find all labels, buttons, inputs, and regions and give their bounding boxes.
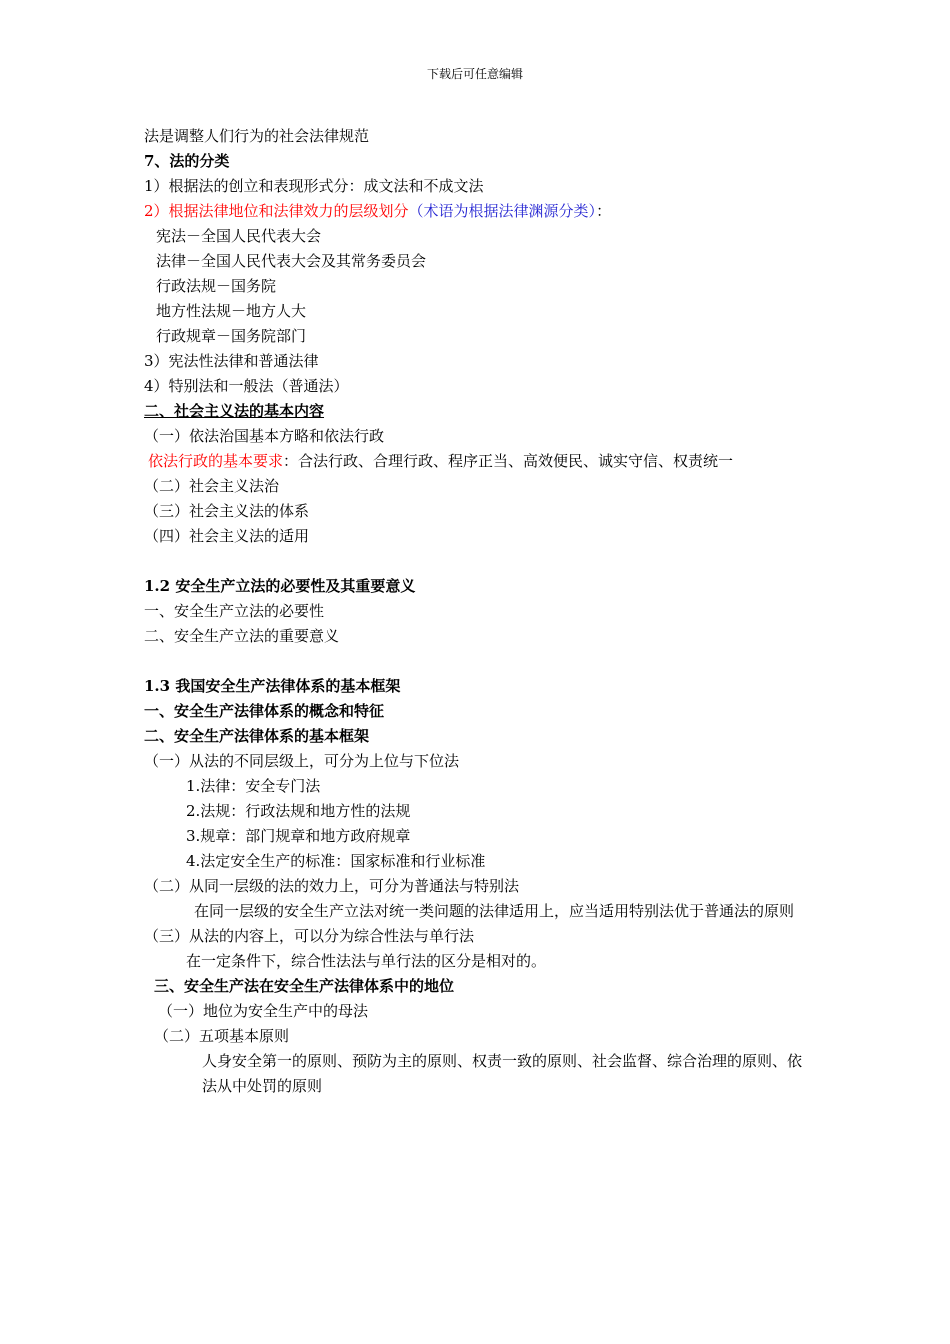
paragraph: 人身安全第一的原则、预防为主的原则、权责一致的原则、社会监督、综合治理的原则、依法从中处罚的原则 [202, 1052, 803, 1095]
paragraph: 法是调整人们行为的社会法律规范 [144, 127, 370, 145]
text: ：合法行政、合理行政、程序正当、高效便民、诚实守信、权责统一 [283, 452, 734, 470]
colon: ： [596, 202, 612, 220]
list-item: （三）从法的内容上，可以分为综合性法与单行法 [144, 927, 475, 945]
red-text: 2）根据法律地位和法律效力的层级划分 [144, 202, 409, 220]
section-heading: 二、社会主义法的基本内容 [144, 402, 325, 420]
section-heading: 1.2 安全生产立法的必要性及其重要意义 [144, 577, 416, 595]
list-item: （一）从法的不同层级上，可分为上位与下位法 [144, 752, 460, 770]
red-text: 依法行政的基本要求 [148, 452, 284, 470]
list-item: （一）依法治国基本方略和依法行政 [144, 427, 385, 445]
blank-line [144, 549, 814, 574]
blue-note: （术语为根据法律渊源分类） [408, 202, 597, 220]
paragraph: 在一定条件下，综合性法法与单行法的区分是相对的。 [186, 952, 547, 970]
list-item: （二）从同一层级的法的效力上，可分为普通法与特别法 [144, 877, 520, 895]
list-item: 3.规章：部门规章和地方政府规章 [186, 827, 411, 845]
list-item: （二）社会主义法治 [144, 477, 280, 495]
list-item: 二、安全生产立法的重要意义 [144, 627, 340, 645]
list-item: 宪法－全国人民代表大会 [156, 227, 322, 245]
list-item: （二）五项基本原则 [154, 1027, 290, 1045]
list-item: （一）地位为安全生产中的母法 [158, 1002, 369, 1020]
blank-line [144, 649, 814, 674]
list-item: 法律－全国人民代表大会及其常务委员会 [156, 252, 427, 270]
section-heading: 三、安全生产法在安全生产法律体系中的地位 [154, 977, 455, 995]
list-item-emphasized [144, 199, 814, 224]
section-heading: 二、安全生产法律体系的基本框架 [144, 727, 370, 745]
list-item: 地方性法规－地方人大 [156, 302, 307, 320]
list-item: 4）特别法和一般法（普通法） [144, 377, 349, 395]
list-item: （三）社会主义法的体系 [144, 502, 310, 520]
page-header: 下载后可任意编辑 [426, 67, 523, 81]
document-body [144, 124, 814, 1099]
paragraph: 在同一层级的安全生产立法对统一类问题的法律适用上，应当适用特别法优于普通法的原则 [194, 902, 795, 920]
list-item: 行政法规－国务院 [156, 277, 277, 295]
list-item: 2.法规：行政法规和地方性的法规 [186, 802, 411, 820]
section-heading: 1.3 我国安全生产法律体系的基本框架 [144, 677, 401, 695]
list-item: 4.法定安全生产的标准：国家标准和行业标准 [186, 852, 486, 870]
list-item: （四）社会主义法的适用 [144, 527, 310, 545]
list-item-emphasized [144, 449, 814, 474]
list-item: 1）根据法的创立和表现形式分：成文法和不成文法 [144, 177, 484, 195]
list-item: 1.法律：安全专门法 [186, 777, 321, 795]
section-heading: 7、法的分类 [144, 152, 230, 170]
list-item: 一、安全生产立法的必要性 [144, 602, 325, 620]
list-item: 3）宪法性法律和普通法律 [144, 352, 319, 370]
section-heading: 一、安全生产法律体系的概念和特征 [144, 702, 385, 720]
list-item: 行政规章－国务院部门 [156, 327, 307, 345]
